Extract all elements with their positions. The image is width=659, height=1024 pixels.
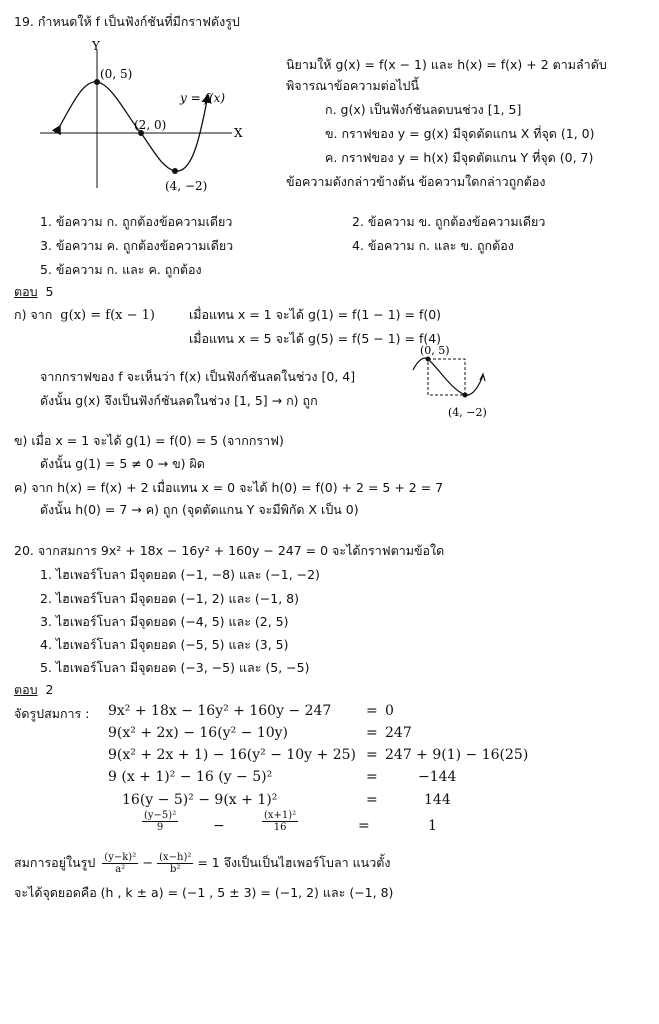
y-axis-label: Y [92,39,100,53]
eq-row-6-frac1 [142,810,178,833]
eq-row-3-eq: = [366,747,378,763]
consider-line: พิจารณาข้อความต่อไปนี้ [286,78,419,93]
q20-choice-3: 3. ไฮเพอร์โบลา มีจุดยอด (−4, 5) และ (2, 5) [40,614,289,629]
mini-bottom-label: (4, −2) [448,406,487,419]
eq-row-4-lhs: 9 (x + 1)² − 16 (y − 5)² [108,769,273,785]
eq-row-2-rhs: 247 [385,725,412,741]
sol-a-eq: g(x) = f(x − 1) [60,308,155,323]
x-axis-label: X [234,126,243,140]
mini-decreasing-graph [410,340,510,424]
form-suffix: = 1 จึงเป็นเป็นไฮเพอร์โบลา แนวตั้ง [197,855,391,870]
sol-c-line1: ค) จาก h(x) = f(x) + 2 เมื่อแทน x = 0 จะได้ h(0) = f(0) + 2 = 5 + 2 = 7 [14,480,444,495]
standard-form-line [14,852,390,875]
q20-choice-2: 2. ไฮเพอร์โบลา มีจุดยอด (−1, 2) และ (−1, 8) [40,591,299,606]
answer-value: 5 [45,284,54,299]
mini-top-point [426,357,431,362]
eq-row-5-lhs: 16(y − 5)² − 9(x + 1)² [122,792,278,808]
q19-choice-5: 5. ข้อความ ก. และ ค. ถูกต้อง [40,262,202,277]
q20-header: 20. จากสมการ 9x² + 18x − 16y² + 160y − 247 = 0 จะได้กราฟตามข้อใด [14,543,445,558]
statement-c: ค. กราฟของ y = h(x) มีจุดตัดแกน Y ที่จุด (0, 7) [325,150,594,165]
min-point-label: (4, −2) [165,179,208,193]
eq-row-6-minus: − [213,818,225,834]
rearrange-label: จัดรูปสมการ : [14,706,90,721]
form-prefix: สมการอยู่ในรูป [14,855,96,870]
eq-row-1-eq: = [366,703,378,719]
sol-a-prefix: ก) จาก [14,307,53,322]
eq-row-3-rhs: 247 + 9(1) − 16(25) [385,747,529,763]
q19-choice-4: 4. ข้อความ ก. และ ข. ถูกต้อง [352,238,514,253]
mini-bottom-point [463,393,468,398]
q20-choice-4: 4. ไฮเพอร์โบลา มีจุดยอด (−5, 5) และ (3, 5) [40,637,289,652]
mini-curve [413,358,483,395]
eq-row-6-frac2 [262,810,298,833]
eq-row-4-rhs: −144 [418,769,457,785]
sol-a-line1 [14,305,155,325]
answer-label: ตอบ [14,682,38,697]
q19-choice-3: 3. ข้อความ ค. ถูกต้องข้อความเดียว [40,238,234,253]
eq-row-2-eq: = [366,725,378,741]
q19-choice-1: 1. ข้อความ ก. ถูกต้องข้อความเดียว [40,214,233,229]
frac2-num: (x+1)² [264,810,297,821]
eq-row-5-eq: = [366,792,378,808]
q20-choice-5: 5. ไฮเพอร์โบลา มีจุดยอด (−3, −5) และ (5, −5) [40,660,310,675]
definition-line: นิยามให้ g(x) = f(x − 1) และ h(x) = f(x) + 2 ตามลำดับ [286,57,607,72]
eq-row-2-lhs: 9(x² + 2x) − 16(y² − 10y) [108,725,289,741]
max-point-label: (0, 5) [100,67,133,81]
statement-b: ข. กราฟของ y = g(x) มีจุดตัดแกน X ที่จุด (1, 0) [325,126,595,141]
eq-row-6-eq: = [358,818,370,834]
answer-value: 2 [45,682,54,697]
sol-a-conclusion: ดังนั้น g(x) จึงเป็นฟังก์ชันลดในช่วง [1, 5] → ก) ถูก [40,393,318,408]
q20-answer [14,680,53,700]
curve-label: y = f(x) [180,91,226,105]
root-point-label: (2, 0) [134,118,167,132]
eq-row-6-rhs: 1 [428,818,437,834]
statement-a: ก. g(x) เป็นฟังก์ชันลดบนช่วง [1, 5] [325,102,522,117]
sol-b-line2: ดังนั้น g(1) = 5 ≠ 0 → ข) ผิด [40,456,205,471]
sol-a-graph-note: จากกราฟของ f จะเห็นว่า f(x) เป็นฟังก์ชันลดในช่วง [0, 4] [40,369,356,384]
eq-row-3-lhs: 9(x² + 2x + 1) − 16(y² − 10y + 25) [108,747,357,763]
q19-answer [14,282,53,302]
form-minus: − [142,856,154,871]
q19-choice-2: 2. ข้อความ ข. ถูกต้องข้อความเดียว [352,214,546,229]
eq-row-1-lhs: 9x² + 18x − 16y² + 160y − 247 [108,703,332,719]
eq-row-4-eq: = [366,769,378,785]
q20-choice-1: 1. ไฮเพอร์โบลา มีจุดยอด (−1, −8) และ (−1, −2) [40,567,320,582]
min-point [172,168,178,174]
sol-a-sub1: เมื่อแทน x = 1 จะได้ g(1) = f(1 − 1) = f(0) [189,307,442,322]
q19-header: 19. กำหนดให้ f เป็นฟังก์ชันที่มีกราฟดังรูป [14,14,240,29]
frac2-den: 16 [273,822,287,833]
eq-row-1-rhs: 0 [385,703,394,719]
form-frac2-num: (x−h)² [159,852,192,863]
sol-a-sub2: เมื่อแทน x = 5 จะได้ g(5) = f(5 − 1) = f(4) [189,331,442,346]
eq-row-5-rhs: 144 [424,792,451,808]
frac1-den: 9 [156,822,164,833]
vertex-line: จะได้จุดยอดคือ (h , k ± a) = (−1 , 5 ± 3) = (−1, 2) และ (−1, 8) [14,885,394,900]
form-frac1-den: a² [115,864,126,875]
answer-label: ตอบ [14,284,38,299]
form-frac2-den: b² [170,864,181,875]
sol-b-line1: ข) เมื่อ x = 1 จะได้ g(1) = f(0) = 5 (จากกราฟ) [14,433,284,448]
frac1-num: (y−5)² [144,810,177,821]
q19-function-graph [40,38,280,198]
sol-c-line2: ดังนั้น h(0) = 7 → ค) ถูก (จุดตัดแกน Y จะมีพิกัด X เป็น 0) [40,502,359,517]
mini-top-label: (0, 5) [420,344,450,357]
form-frac1-num: (y−k)² [104,852,137,863]
question-line: ข้อความดังกล่าวข้างต้น ข้อความใดกล่าวถูกต้อง [286,174,546,189]
